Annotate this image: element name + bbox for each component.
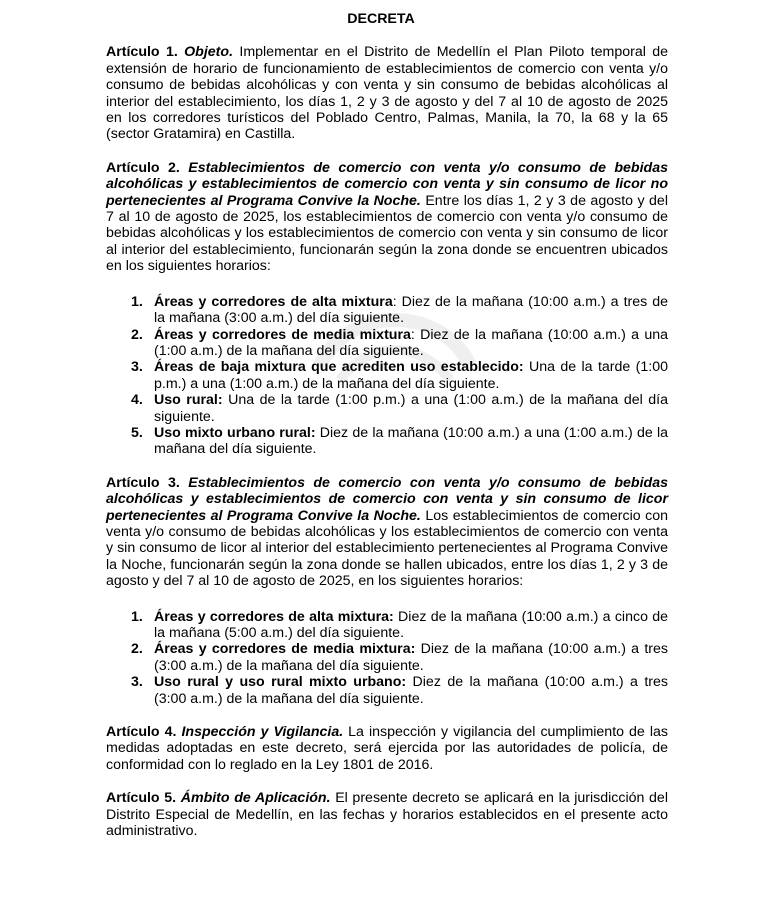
article-5-title: Ámbito de Aplicación. xyxy=(180,790,331,807)
article-4-body: La inspección y vigilancia del cumplimiento de las medidas adoptadas en este decreto, será ejercida por las autoridades de policía, de conformidad con lo reglado en la Ley 1801 de 2016. xyxy=(106,724,668,773)
decree-document xyxy=(106,0,668,839)
list-item: 3. Áreas de baja mixtura que acrediten uso establecido: Una de la tarde (1:00 p.m.) a una (1:00 a.m.) de la mañana del día siguiente. xyxy=(131,359,669,392)
article-4 xyxy=(106,724,668,773)
list-item: 2. Áreas y corredores de media mixtura: Diez de la mañana (10:00 a.m.) a tres (3:00 a.m.) de la mañana del día siguiente. xyxy=(131,641,668,674)
list-item: 1. Áreas y corredores de alta mixtura: Diez de la mañana (10:00 a.m.) a tres de la mañana (3:00 a.m.) del día siguiente. xyxy=(131,293,669,327)
list-item: 4. Uso rural: Una de la tarde (1:00 p.m.) a una (1:00 a.m.) de la mañana del día siguiente. xyxy=(131,392,668,425)
list-item: 3. Uso rural y uso rural mixto urbano: Diez de la mañana (10:00 a.m.) a tres (3:00 a.m.) de la mañana del día siguiente. xyxy=(131,674,668,707)
list-item: 5. Uso mixto urbano rural: Diez de la mañana (10:00 a.m.) a una (1:00 a.m.) de la mañana del día siguiente. xyxy=(131,424,668,458)
article-1-body: Implementar en el Distrito de Medellín el Plan Piloto temporal de extensión de horario de funcionamiento de establecimientos de comercio con venta y/o consumo de bebidas alcohólicas y con venta y sin consumo de bebidas alcohólicas al interior del establecimiento, los días 1, 2 y 3 de agosto y del 7 al 10 de agosto de 2025 en los corredores turísticos del Poblado Centro, Palmas, Manila, la 70, la 68 y la 65 (sector Gratamira) en Castilla. xyxy=(106,44,668,143)
page-title: DECRETA xyxy=(347,11,415,27)
article-3-body: Los establecimientos de comercio con venta y/o consumo de bebidas alcohólicas y los establecimientos de comercio con venta y sin consumo de licor al interior del establecimiento pertenecientes al Programa Convive la Noche, funcionarán según la zona donde se hallen ubicados, entre los días 1, 2 y 3 de agosto y del 7 al 10 de agosto de 2025, en los siguientes horarios: xyxy=(106,507,668,590)
article-2-schedule-list xyxy=(106,294,668,458)
article-2-body: Entre los días 1, 2 y 3 de agosto y del 7 al 10 de agosto de 2025, los establecimientos de comercio con venta y/o consumo de bebidas alcohólicas y los establecimientos de comercio con venta y sin consumo de licor al interior del establecimiento, funcionarán según la zona donde se encuentren ubicados en los siguientes horarios: xyxy=(106,192,668,275)
article-5-label: Artículo 5. xyxy=(106,790,177,807)
article-4-label: Artículo 4. xyxy=(106,724,177,741)
article-1-title: Objeto. xyxy=(184,44,234,61)
list-item: 1. Áreas y corredores de alta mixtura: Diez de la mañana (10:00 a.m.) a cinco de la mañana (5:00 a.m.) del día siguiente. xyxy=(131,608,669,641)
article-3-schedule-list xyxy=(106,609,668,707)
article-2-title: Establecimientos de comercio con venta y/o consumo de bebidas alcohólicas y establecimientos de comercio con venta y sin consumo de licor no pertenecientes al Programa Convive la Noche. xyxy=(106,159,668,209)
article-3-label: Artículo 3. xyxy=(106,474,180,491)
article-1-label: Artículo 1. xyxy=(106,44,178,61)
article-2-label: Artículo 2. xyxy=(106,159,180,176)
article-1 xyxy=(106,44,668,142)
list-item: 2. Áreas y corredores de media mixtura: Diez de la mañana (10:00 a.m.) a una (1:00 a.m.) de la mañana del día siguiente. xyxy=(131,326,668,359)
article-3 xyxy=(106,475,668,590)
article-5 xyxy=(106,790,668,839)
article-5-body: El presente decreto se aplicará en la jurisdicción del Distrito Especial de Medellín, en las fechas y horarios establecidos en el presente acto administrativo. xyxy=(106,790,668,840)
article-3-title: Establecimientos de comercio con venta y/o consumo de bebidas alcohólicas y establecimientos de comercio con venta y sin consumo de licor pertenecientes al Programa Convive la Noche. xyxy=(106,474,668,524)
article-4-title: Inspección y Vigilancia. xyxy=(181,724,344,741)
article-2 xyxy=(106,160,668,275)
